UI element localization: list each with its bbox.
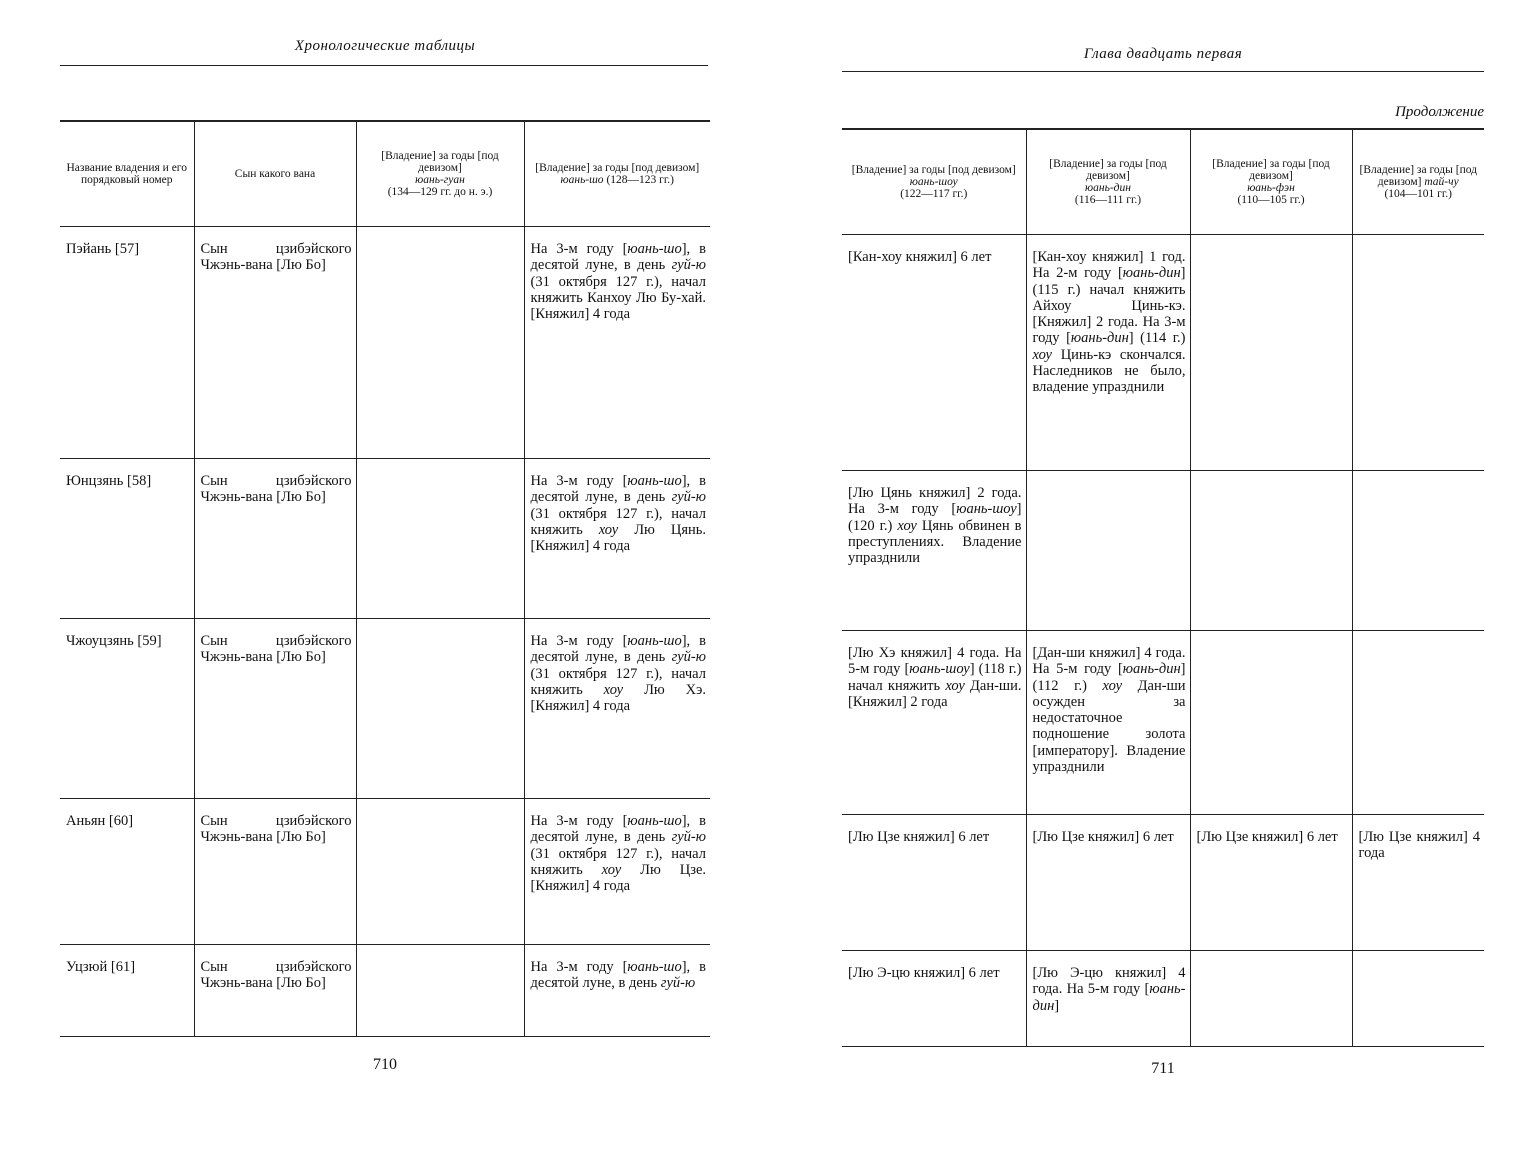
- cell-yuan-feng: [1190, 471, 1352, 631]
- continued-label: Продолжение: [1395, 104, 1484, 120]
- cell-yuan-shuo: На 3-м году [юань-шо], в десятой луне, в день гуй-ю (31 октября 127 г.), начал княжить хоу Лю Цзе. [Княжил] 4 года: [524, 799, 710, 945]
- table-row: [60, 945, 710, 1037]
- table-row: [60, 619, 710, 799]
- cell-domain: Уцзюй [61]: [60, 945, 194, 1037]
- cell-yuan-guang: [356, 227, 524, 459]
- cell-domain: Аньян [60]: [60, 799, 194, 945]
- cell-tai-chu: [1352, 471, 1484, 631]
- cell-yuan-ding: [Дан-ши княжил] 4 года. На 5-м году [юань-дин] (112 г.) хоу Дан-ши осужден за недостаточное подношение золота [императору]. Владение упразднили: [1026, 631, 1190, 815]
- cell-yuan-ding: [Лю Э-цю княжил] 4 года. На 5-м году [юань-дин]: [1026, 951, 1190, 1047]
- cell-father: Сын цзибэйского Чжэнь-вана [Лю Бо]: [194, 227, 356, 459]
- running-head-left: Хронологические таблицы: [294, 38, 476, 54]
- cell-yuan-shuo: На 3-м году [юань-шо], в десятой луне, в день гуй-ю (31 октября 127 г.), начал княжить хоу Лю Хэ. [Княжил] 4 года: [524, 619, 710, 799]
- cell-yuan-shou: [Лю Хэ княжил] 4 года. На 5-м году [юань-шоу] (118 г.) начал княжить хоу Дан-ши. [Княжил] 2 года: [842, 631, 1026, 815]
- table-row: [842, 471, 1484, 631]
- cell-yuan-ding: [1026, 471, 1190, 631]
- table-row: [60, 459, 710, 619]
- table-row: [60, 799, 710, 945]
- cell-father: Сын цзибэйского Чжэнь-вана [Лю Бо]: [194, 459, 356, 619]
- cell-yuan-feng: [Лю Цзе княжил] 6 лет: [1190, 815, 1352, 951]
- page-number-left: 710: [373, 1056, 397, 1073]
- running-head-right: Глава двадцать первая: [1083, 46, 1243, 62]
- header-father: Сын какого вана: [194, 121, 356, 227]
- table-row: [842, 631, 1484, 815]
- cell-tai-chu: [Лю Цзе княжил] 4 года: [1352, 815, 1484, 951]
- cell-yuan-guang: [356, 619, 524, 799]
- head-rule-right: [842, 71, 1484, 72]
- cell-yuan-feng: [1190, 951, 1352, 1047]
- header-yuan-shuo: [Владение] за годы [под девизом] юань-шо (128—123 гг.): [524, 121, 710, 227]
- cell-domain: Юнцзянь [58]: [60, 459, 194, 619]
- page-number-right: 711: [1151, 1060, 1175, 1077]
- left-page: [60, 0, 710, 1154]
- cell-yuan-feng: [1190, 235, 1352, 471]
- table-row: [60, 227, 710, 459]
- cell-yuan-shou: [Лю Э-цю княжил] 6 лет: [842, 951, 1026, 1047]
- right-page: [842, 0, 1484, 1154]
- cell-tai-chu: [1352, 235, 1484, 471]
- cell-yuan-guang: [356, 799, 524, 945]
- cell-yuan-ding: [Кан-хоу княжил] 1 год. На 2-м году [юань-дин] (115 г.) начал княжить Айхоу Цинь-кэ. [Княжил] 2 года. На 3-м году [юань-дин] (114 г.) хоу Цинь-кэ скончался. Наследников не было, владение упразднили: [1026, 235, 1190, 471]
- cell-father: Сын цзибэйского Чжэнь-вана [Лю Бо]: [194, 799, 356, 945]
- table-row: [842, 235, 1484, 471]
- cell-yuan-shou: [Лю Цянь княжил] 2 года. На 3-м году [юань-шоу] (120 г.) хоу Цянь обвинен в преступлениях. Владение упразднили: [842, 471, 1026, 631]
- cell-tai-chu: [1352, 631, 1484, 815]
- header-yuan-feng: [Владение] за годы [под девизом] юань-фэн (110—105 гг.): [1190, 129, 1352, 235]
- cell-domain: Пэйань [57]: [60, 227, 194, 459]
- chronology-table-left: [60, 120, 710, 1037]
- table-row: [842, 815, 1484, 951]
- header-tai-chu: [Владение] за годы [под девизом] тай-чу (104—101 гг.): [1352, 129, 1484, 235]
- cell-tai-chu: [1352, 951, 1484, 1047]
- cell-father: Сын цзибэйского Чжэнь-вана [Лю Бо]: [194, 945, 356, 1037]
- cell-domain: Чжоуцзянь [59]: [60, 619, 194, 799]
- cell-yuan-guang: [356, 459, 524, 619]
- cell-yuan-guang: [356, 945, 524, 1037]
- cell-yuan-shou: [Кан-хоу княжил] 6 лет: [842, 235, 1026, 471]
- head-rule-left: [60, 65, 708, 66]
- chronology-table-right: [842, 128, 1484, 1047]
- table-header-row: [842, 129, 1484, 235]
- cell-yuan-feng: [1190, 631, 1352, 815]
- cell-yuan-shou: [Лю Цзе княжил] 6 лет: [842, 815, 1026, 951]
- cell-yuan-shuo: На 3-м году [юань-шо], в десятой луне, в день гуй-ю: [524, 945, 710, 1037]
- cell-yuan-shuo: На 3-м году [юань-шо], в десятой луне, в день гуй-ю (31 октября 127 г.), начал княжить Канхоу Лю Бу-хай. [Княжил] 4 года: [524, 227, 710, 459]
- table-header-row: [60, 121, 710, 227]
- header-domain-name: Название владения и его порядковый номер: [60, 121, 194, 227]
- header-yuan-shou: [Владение] за годы [под девизом] юань-шоу (122—117 гг.): [842, 129, 1026, 235]
- table-row: [842, 951, 1484, 1047]
- cell-yuan-shuo: На 3-м году [юань-шо], в десятой луне, в день гуй-ю (31 октября 127 г.), начал княжить хоу Лю Цянь. [Княжил] 4 года: [524, 459, 710, 619]
- header-yuan-ding: [Владение] за годы [под девизом] юань-дин (116—111 гг.): [1026, 129, 1190, 235]
- cell-father: Сын цзибэйского Чжэнь-вана [Лю Бо]: [194, 619, 356, 799]
- cell-yuan-ding: [Лю Цзе княжил] 6 лет: [1026, 815, 1190, 951]
- header-yuan-guang: [Владение] за годы [под девизом] юань-гуан (134—129 гг. до н. э.): [356, 121, 524, 227]
